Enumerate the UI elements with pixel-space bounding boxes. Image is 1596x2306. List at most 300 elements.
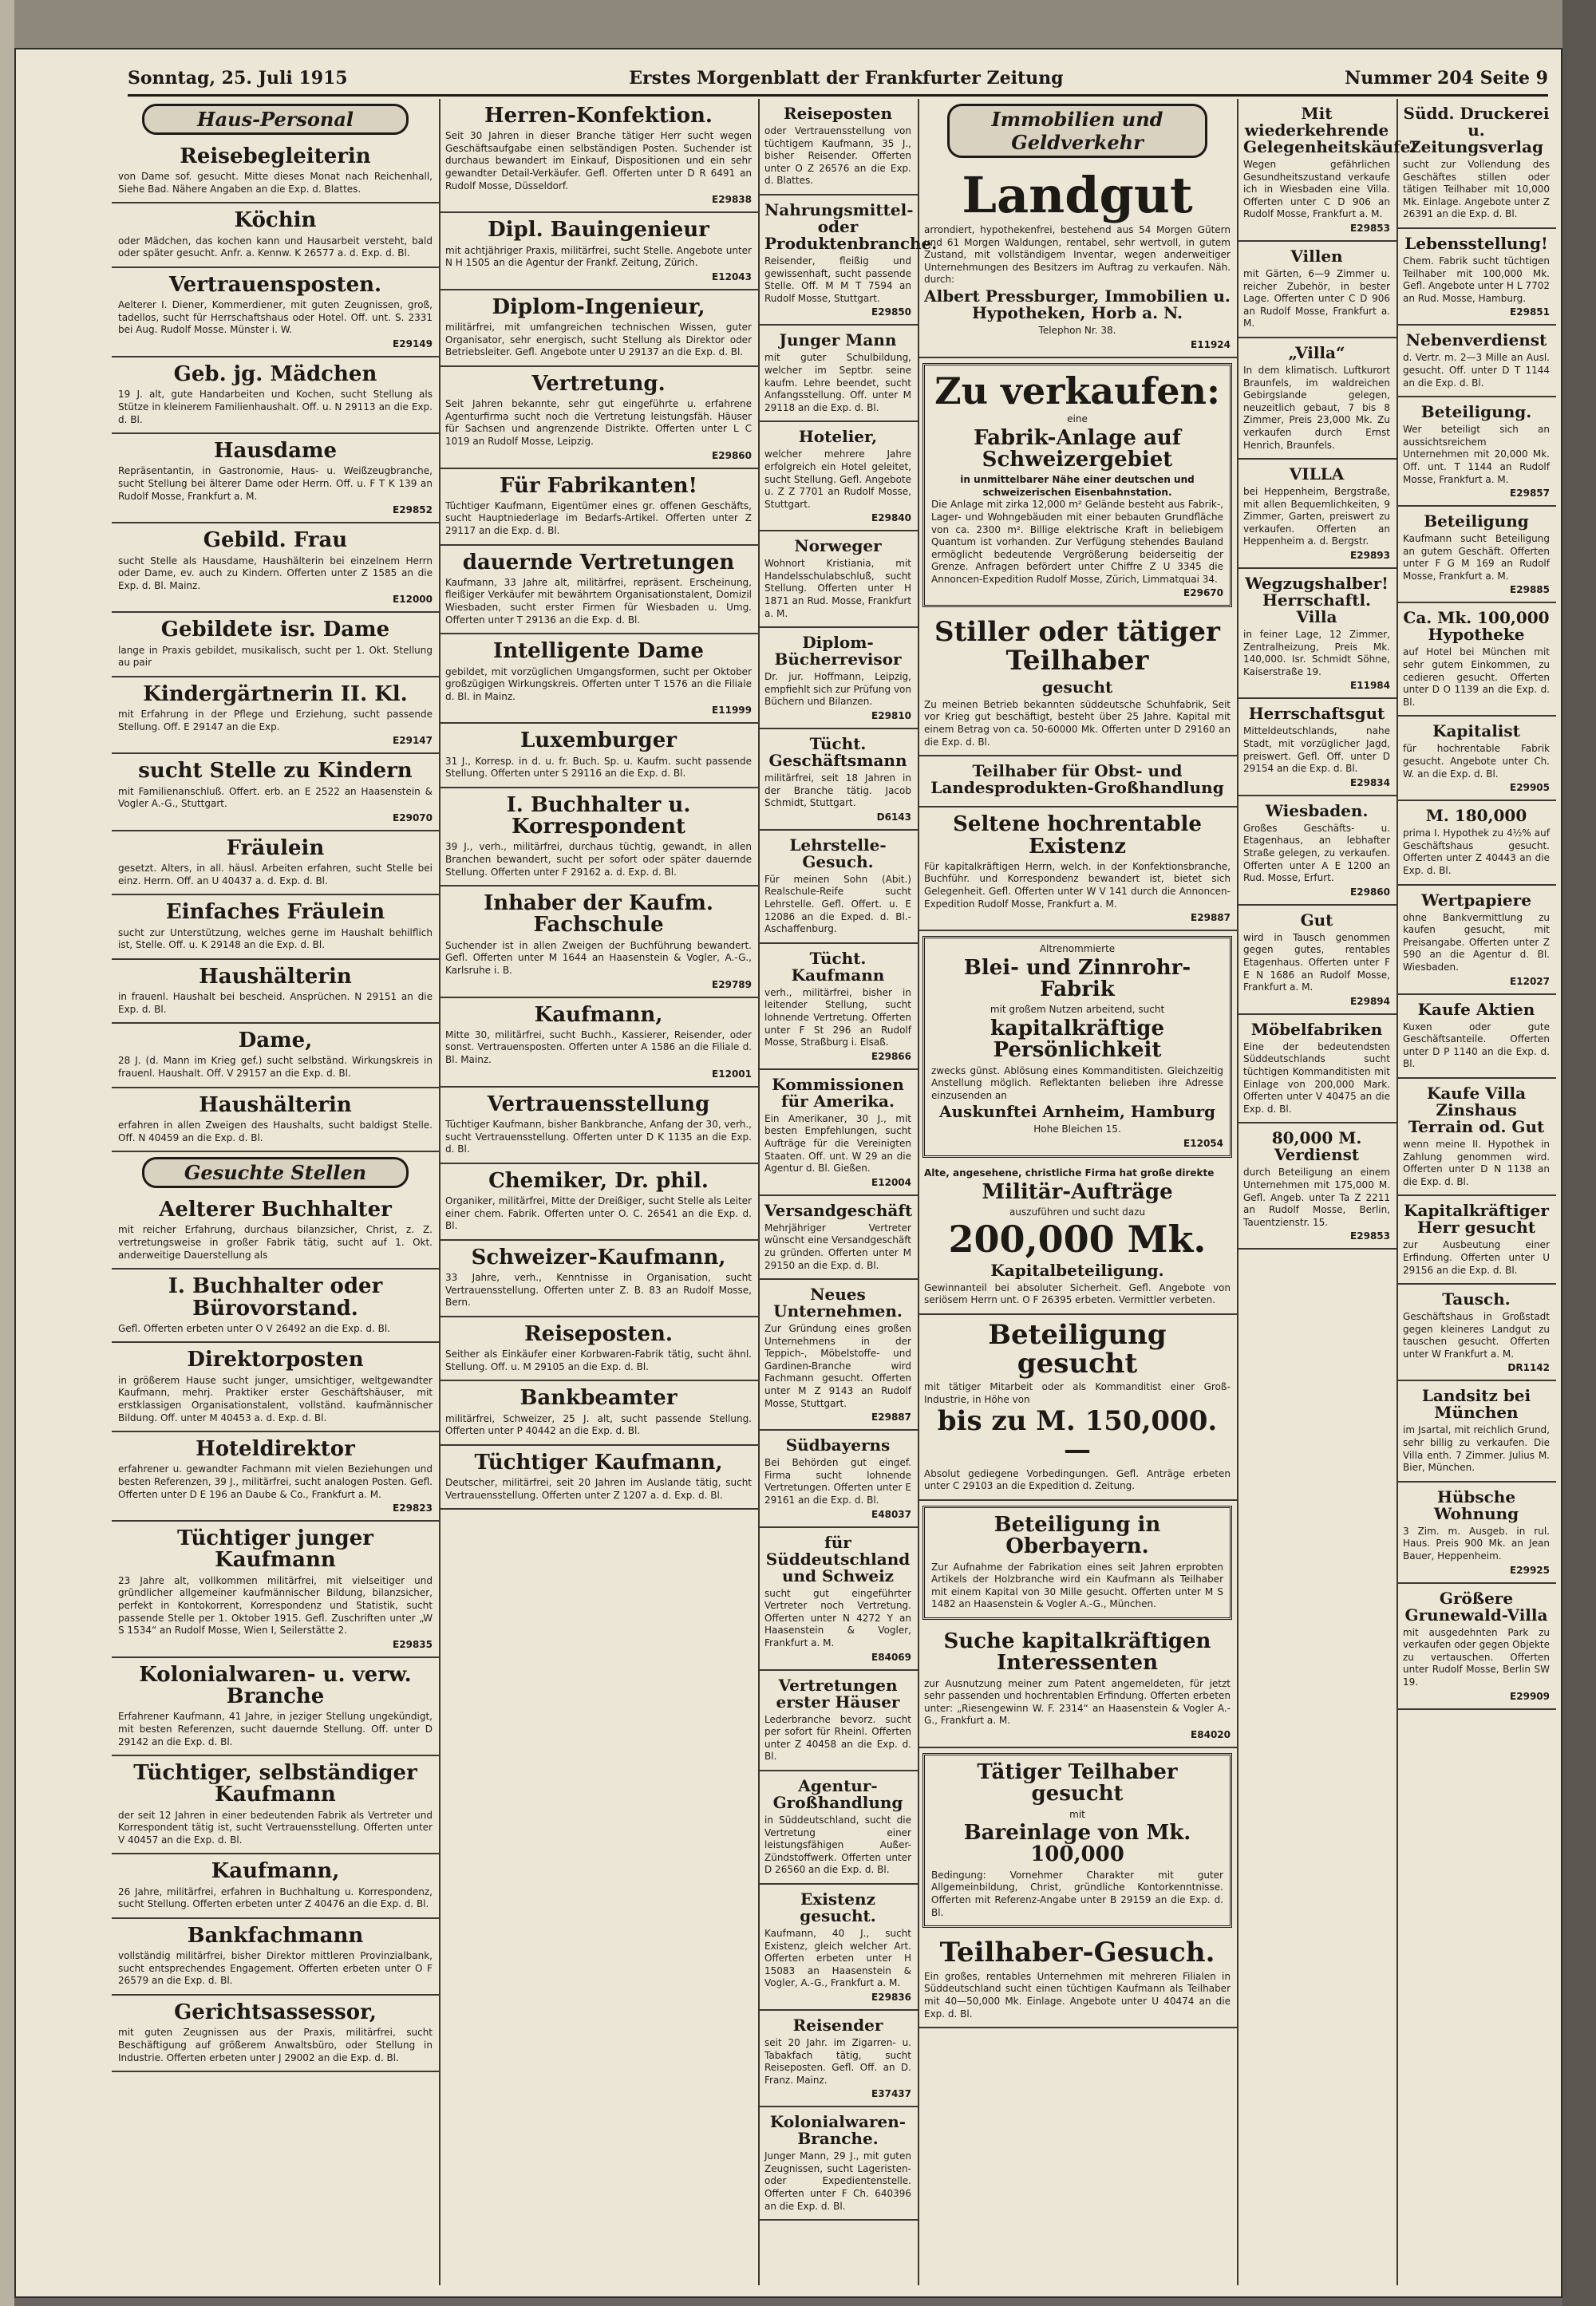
classified-ad bbox=[439, 1164, 758, 1241]
classified-ad bbox=[758, 2107, 918, 2221]
classified-ad bbox=[439, 886, 758, 997]
ad-body: welcher mehrere Jahre erfolgreich ein Hotel geleitet, sucht Stellung. Gefl. Angebote u. Z Z 7701 an Rudolf Mosse, Stuttgart. bbox=[764, 448, 911, 510]
ad-headline: Versandgeschäft bbox=[764, 1200, 913, 1220]
scan-right-edge bbox=[1562, 0, 1596, 2306]
ad-body: Für kapitalkräftigen Herrn, welch. in der Konfektionsbranche, Buchführ. und Korrespondenz bewandert ist, bietet sich Gelegenheit. Gefl. Offerten unter W V 141 durch die Annoncen-Expedition Rudolf Mosse, Frankfurt a. M. bbox=[924, 860, 1231, 910]
ad-body: Suchender ist in allen Zweigen der Buchführung bewandert. Gefl. Offerten unter M 1644 an Haasenstein & Vogler, A.-G., Karlsruhe i. B. bbox=[445, 939, 752, 976]
ad-headline: Geb. jg. Mädchen bbox=[173, 362, 377, 387]
classified-ad bbox=[758, 1771, 918, 1885]
column-5 bbox=[1237, 99, 1418, 2285]
ad-headline: Diplom-Ingenieur, bbox=[492, 294, 705, 319]
ad-ref: E29853 bbox=[1350, 222, 1390, 234]
ad-ref: E29810 bbox=[871, 710, 911, 722]
ad-headline: Möbelfabriken bbox=[1250, 1019, 1383, 1039]
ad-headline: Köchin bbox=[234, 208, 317, 233]
classified-ad bbox=[439, 1241, 758, 1317]
ad-body: durch Beteiligung an einem Unternehmen mit 175,000 M. Gefl. Angeb. unter Ta Z 2211 an Rudolf Mosse, Berlin, Tauentzienstr. 15. bbox=[1243, 1167, 1390, 1228]
ad-headline: Tätiger Teilhaber gesucht bbox=[977, 1759, 1178, 1806]
ad-ref: E29840 bbox=[871, 512, 911, 524]
ad-interessent bbox=[918, 1625, 1237, 1748]
classified-ad bbox=[112, 523, 439, 613]
classified-ad bbox=[758, 1528, 918, 1671]
ad-body: 23 Jahre alt, vollkommen militärfrei, mit vielseitiger und gründlicher allgemeiner kaufmännischer Bildung, bilanzsicher, perfekt in Kontokorrent, Korrespondenz und Statistik, sucht passende Stelle per 1. Oktober 1915. Gefl. Zuschriften unter „W S 1534“ an Rudolf Mosse, Wien I, Seilerstätte 2. bbox=[118, 1574, 433, 1637]
ad-ref: E29925 bbox=[1510, 1564, 1550, 1576]
classified-ad bbox=[439, 1446, 758, 1510]
ad-preline: Altrenommierte bbox=[1039, 943, 1116, 955]
ad-agent: Auskunftei Arnheim, Hamburg bbox=[939, 1102, 1215, 1122]
classified-ad bbox=[439, 367, 758, 469]
ad-phone: Telephon Nr. 38. bbox=[1038, 325, 1116, 337]
ad-ref: E29857 bbox=[1510, 488, 1550, 500]
ad-headline: Agentur-Großhandlung bbox=[772, 1775, 903, 1812]
ad-headline: 80,000 M. Verdienst bbox=[1271, 1128, 1362, 1165]
ad-body: Großes Geschäfts- u. Etagenhaus, an lebhafter Straße gelegen, zu verkaufen. Offerten unter A E 1200 an Rud. Mosse, Erfurt. bbox=[1243, 822, 1390, 884]
column-6 bbox=[1396, 99, 1556, 2285]
ad-ref: E12000 bbox=[393, 594, 433, 606]
ad-headline: Chemiker, Dr. phil. bbox=[488, 1168, 709, 1193]
ad-body: in größerem Hause sucht junger, umsichtiger, weltgewandter Kaufmann, mehrj. Praktiker erster Geschäftshäuser, mit erstklassigen Organisationstalent, vollständ. kaufmännischer Bildung. Off. unter M 40453 a. d. Exp. d. Bl. bbox=[118, 1374, 433, 1423]
ad-headline: Bankfachmann bbox=[187, 1923, 364, 1948]
classified-ad bbox=[112, 1193, 439, 1269]
ad-body: Dr. jur. Hoffmann, Leipzig, empfiehlt sich zur Prüfung von Büchern und Bilanzen. bbox=[764, 671, 911, 708]
ad-body: Seit 30 Jahren in dieser Branche tätiger Herr sucht wegen Geschäftsaufgabe einen selbständigen Posten. Suchender ist durchaus bewandert im Einkauf, Dispositionen und ein sehr gewandter Detail-Verkäufer. Gefl. Offerten unter D R 6491 an Rudolf Mosse, Düsseldorf. bbox=[445, 130, 752, 192]
classified-ad bbox=[758, 1070, 918, 1196]
ad-body: sucht gut eingeführter Vertreter noch Vertretung. Offerten unter N 4272 Y an Haasenstein & Vogler, Frankfurt a. M. bbox=[764, 1587, 911, 1649]
ad-headline: Zu verkaufen: bbox=[934, 369, 1220, 413]
classified-ad bbox=[112, 1432, 439, 1522]
classified-ad bbox=[439, 1317, 758, 1381]
classified-ad bbox=[112, 895, 439, 959]
classified-ad bbox=[1396, 1381, 1556, 1482]
ad-ref: E29834 bbox=[1350, 776, 1390, 788]
ad-headline: I. Buchhalter oder Bürovorstand. bbox=[168, 1274, 383, 1321]
classified-ad bbox=[1396, 1079, 1556, 1196]
ad-fabrik-verkauf bbox=[922, 363, 1232, 608]
ad-headline: Landgut bbox=[962, 166, 1193, 224]
classified-ad bbox=[439, 290, 758, 367]
ad-ref: E12001 bbox=[712, 1068, 752, 1080]
ad-body: militärfrei, Schweizer, 25 J. alt, sucht passende Stellung. Offerten unter P 40442 an die Exp. d. Bl. bbox=[445, 1412, 752, 1437]
classified-ad bbox=[112, 1522, 439, 1658]
ad-teilhaber-gesuch bbox=[918, 1933, 1237, 2028]
classified-ad bbox=[1396, 507, 1556, 603]
ad-address: Hohe Bleichen 15. bbox=[1033, 1123, 1121, 1135]
ad-militaer bbox=[918, 1163, 1237, 1315]
ad-landgut bbox=[918, 163, 1237, 358]
ad-headline: Beteiligung bbox=[1424, 511, 1529, 531]
classified-ad bbox=[1396, 397, 1556, 507]
classified-ad bbox=[112, 268, 439, 357]
ad-existenz bbox=[918, 807, 1237, 931]
classified-ad bbox=[439, 1088, 758, 1164]
section-label-hauspersonal: Haus-Personal bbox=[142, 104, 409, 135]
classified-ad bbox=[112, 1854, 439, 1918]
classified-ad bbox=[112, 357, 439, 434]
ad-ref: E29885 bbox=[1510, 584, 1550, 596]
classified-ad bbox=[758, 1885, 918, 2011]
classified-ad bbox=[112, 1024, 439, 1088]
ad-headline: VILLA bbox=[1289, 464, 1345, 484]
ad-body: Gewinnanteil bei absoluter Sicherheit. Gefl. Angebote von seriösem Herrn unt. O F 26395 erbeten. Vermittler verbeten. bbox=[924, 1281, 1231, 1306]
classified-ad bbox=[112, 140, 439, 203]
ad-body: 33 Jahre, verh., Kenntnisse in Organisation, sucht Vertrauensstellung. Offerten unter Z. B. 83 an Rudolf Mosse, Bern. bbox=[445, 1272, 752, 1309]
ad-body: Seither als Einkäufer einer Korbwaren-Fabrik tätig, sucht ähnl. Stellung. Off. u. M 29105 an die Exp. d. Bl. bbox=[445, 1348, 752, 1372]
classified-ad bbox=[112, 1996, 439, 2072]
ad-headline: Herrschaftsgut bbox=[1248, 704, 1385, 724]
ad-headline: sucht Stelle zu Kindern bbox=[138, 759, 413, 784]
ad-agent: Albert Pressburger, Immobilien u. Hypotheken, Horb a. N. bbox=[924, 286, 1231, 323]
classified-ad bbox=[1396, 1483, 1556, 1584]
ad-subline: in unmittelbarer Nähe einer deutschen und schweizerischen Eisenbahnstation. bbox=[960, 474, 1195, 498]
ad-headline: für Süddeutschland und Schweiz bbox=[765, 1532, 911, 1585]
ad-headline: Vertrauensposten. bbox=[168, 272, 382, 297]
ad-headline: Tausch. bbox=[1442, 1289, 1511, 1309]
classified-ad bbox=[439, 99, 758, 213]
ad-ref: E11984 bbox=[1350, 680, 1390, 692]
ad-body: wenn meine II. Hypothek in Zahlung genommen wird. Offerten unter D N 1138 an die Exp. d. Bl. bbox=[1403, 1138, 1550, 1187]
ad-body: Die Anlage mit zirka 12,000 m² Gelände besteht aus Fabrik-, Lager- und Wohngebäuden mit einer bebauten Grundfläche von ca. 2300 m². Billige elektrische Kraft in beliebigem Quantum ist vorhanden. Zur Verfügung stehendes Bauland ermöglicht bedeutende Vergrößerung beiderseitig der Grenze. Anfragen befördert unter Chiffre Z U 3345 die Annoncen-Expedition Rudolf Mosse, Zürich, Limmatquai 34. bbox=[931, 499, 1223, 585]
ad-teilhaber bbox=[918, 612, 1237, 756]
ad-headline: Schweizer-Kaufmann, bbox=[471, 1245, 726, 1269]
ad-headline: Suche kapitalkräftigen Interessenten bbox=[943, 1629, 1211, 1676]
ad-headline: Neues Unternehmen. bbox=[773, 1285, 903, 1321]
column-3 bbox=[758, 99, 938, 2285]
classified-ad bbox=[439, 469, 758, 546]
ad-ref: E29887 bbox=[871, 1412, 911, 1423]
ad-headline: Größere Grunewald-Villa bbox=[1404, 1588, 1548, 1625]
scan-left-edge bbox=[0, 0, 14, 2306]
ad-headline: Vertretung. bbox=[531, 371, 666, 396]
ad-headline: Kaufe Aktien bbox=[1417, 999, 1535, 1019]
ad-headline: Dame, bbox=[238, 1029, 313, 1053]
classified-ad bbox=[1396, 886, 1556, 995]
ad-headline: Hausdame bbox=[213, 439, 338, 464]
classified-ad bbox=[112, 677, 439, 754]
ad-headline: Gebildete isr. Dame bbox=[160, 618, 390, 642]
classified-ad bbox=[1396, 717, 1556, 801]
ad-body: Ein großes, rentables Unternehmen mit mehreren Filialen in Süddeutschland sucht einen tüchtigen Kaufmann als Teilhaber mit 40—50,000 Mk. Einlage. Angebote unter U 40474 an die Exp. d. Bl. bbox=[924, 1970, 1231, 2020]
ad-body: Erfahrener Kaufmann, 41 Jahre, in jeziger Stellung ungekündigt, mit besten Referenzen, sucht dauernde Stellung. Off. unter D 29142 an die Exp. d. Bl. bbox=[118, 1711, 433, 1747]
classified-ad bbox=[1396, 801, 1556, 885]
classified-ad bbox=[112, 1269, 439, 1343]
classified-ad bbox=[1396, 1584, 1556, 1710]
ad-body: oder Mädchen, das kochen kann und Hausarbeit versteht, bald oder später gesucht. Anfr. a. Kennw. K 26577 a. d. Exp. d. Bl. bbox=[118, 235, 433, 259]
classified-ad bbox=[112, 434, 439, 523]
ad-body: 3 Zim. m. Ausgeb. in rul. Haus. Preis 900 Mk. an Jean Bauer, Heppenheim. bbox=[1403, 1525, 1550, 1562]
ad-ref: E29866 bbox=[871, 1050, 911, 1062]
classified-ad bbox=[1237, 1123, 1396, 1250]
ad-subline: auszuführen und sucht dazu bbox=[1009, 1206, 1146, 1218]
classified-ad bbox=[1237, 569, 1396, 699]
ad-headline: Hotelier, bbox=[798, 427, 878, 447]
ad-body: oder Vertrauensstellung von tüchtigem Kaufmann, 35 J., bisher Reisender. Offerten unter O Z 26576 an die Exp. d. Blattes. bbox=[764, 125, 911, 187]
ad-headline: Reiseposten bbox=[783, 104, 892, 123]
ad-headline: Landsitz bei München bbox=[1421, 1386, 1531, 1423]
ad-headline: Kapitalist bbox=[1432, 721, 1520, 741]
ad-body: Zur Gründung eines großen Unternehmens in der Teppich-, Möbelstoffe- und Gardinen-Branche wird Fachmann gesucht. Offerten unter M Z 9143 an Rudolf Mosse, Stuttgart. bbox=[764, 1323, 911, 1409]
ad-ref: E12043 bbox=[712, 270, 752, 282]
ad-headline: Wertpapiere bbox=[1421, 890, 1531, 910]
ad-body: mit Familienanschluß. Offert. erb. an E 2522 an Haasenstein & Vogler A.-G., Stuttgart. bbox=[118, 785, 433, 810]
classified-ad bbox=[439, 634, 758, 724]
ad-ref: E29894 bbox=[1350, 995, 1390, 1007]
classified-ad bbox=[112, 1919, 439, 1996]
ad-oberbayern bbox=[922, 1506, 1232, 1620]
ad-headline: Norweger bbox=[794, 536, 882, 556]
header-page-number: Nummer 204 Seite 9 bbox=[1345, 68, 1548, 89]
ad-ref: E29860 bbox=[1350, 886, 1390, 898]
ad-body: militärfrei, mit umfangreichen technischen Wissen, guter Organisator, sehr energisch, sucht Stellung als Direktor oder Betriebsleiter. Gefl. Angebote unter U 29137 an die Exp. d. Bl. bbox=[445, 322, 752, 358]
ad-ref: E12054 bbox=[1183, 1137, 1223, 1149]
ad-headline: Fräulein bbox=[226, 835, 325, 860]
section-label-immobilien: Immobilien und Geldverkehr bbox=[947, 104, 1207, 158]
ad-amount: 200,000 Mk. bbox=[948, 1218, 1207, 1262]
ad-body: der seit 12 Jahren in einer bedeutenden Fabrik als Vertreter und Korrespondent tätig ist, sucht Vertrauensstellung. Offerten unter V 40457 an die Exp. d. Bl. bbox=[118, 1809, 433, 1846]
classified-ad bbox=[758, 729, 918, 831]
ad-body: Bei Behörden gut eingef. Firma sucht lohnende Vertretungen. Offerten unter E 29161 an die Exp. d. Bl. bbox=[764, 1457, 911, 1506]
ad-headline: Teilhaber für Obst- und Landesprodukten-Großhandlung bbox=[930, 761, 1224, 798]
ad-body: arrondiert, hypothekenfrei, bestehend aus 54 Morgen Gütern und 61 Morgen Waldungen, rentabel, sehr wertvoll, in gutem Zustand, mit vollständigem Inventar, wegen anderweitiger Unternehmungen des Besitzers im Auftrag zu verkaufen. Näh. durch: bbox=[924, 224, 1231, 286]
ad-body: Reisender, fleißig und gewissenhaft, sucht passende Stelle. Off. M M T 7594 an Rudolf Mosse, Stuttgart. bbox=[764, 255, 911, 304]
ad-subheadline: Fabrik-Anlage auf Schweizergebiet bbox=[974, 425, 1181, 472]
ad-body: 19 J. alt, gute Handarbeiten und Kochen, sucht Stellung als Stütze in kleinerem Familienhaushalt. Off. u. N 29113 an die Exp. d. Bl. bbox=[118, 389, 433, 425]
ad-headline: Tüchtiger, selbständiger Kaufmann bbox=[133, 1761, 417, 1807]
ad-headline: Tücht. Kaufmann bbox=[791, 948, 885, 985]
ad-body: Repräsentantin, in Gastronomie, Haus- u. Weißzeugbranche, sucht Stellung bei älterer Dame oder Herrn. Off. u. F T K 139 an Rudolf Mosse, Frankfurt a. M. bbox=[118, 465, 433, 502]
ad-headline: Villen bbox=[1290, 246, 1343, 266]
ad-body: in frauenl. Haushalt bei bescheid. Ansprüchen. N 29151 an die Exp. d. Bl. bbox=[118, 991, 433, 1015]
ad-ref: E29853 bbox=[1350, 1230, 1390, 1242]
ad-headline: Haushälterin bbox=[199, 1092, 352, 1117]
ad-body: bei Heppenheim, Bergstraße, mit allen Bequemlichkeiten, 9 Zimmer, Garten, preiswert zu verkaufen. Offerten an Heppenheim a. d. Bergstr. bbox=[1243, 486, 1390, 547]
ad-headline: Hoteldirektor bbox=[196, 1437, 355, 1462]
classified-ad bbox=[1237, 1015, 1396, 1124]
ad-body: 39 J., verh., militärfrei, durchaus tüchtig, gewandt, in allen Branchen bewandert, sucht per sofort oder später dauernde Stellung. Offerten unter F 29162 a. d. Exp. d. Bl. bbox=[445, 841, 752, 878]
ad-headline: Beteiligung gesucht bbox=[988, 1318, 1167, 1380]
ad-body: mit guter Schulbildung, welcher im Septbr. seine kaufm. Lehre beendet, sucht Anfangsstellung. Off. unter M 29118 an die Exp. d. Bl. bbox=[764, 352, 911, 413]
ad-body: Mitteldeutschlands, nahe Stadt, mit vorzüglicher Jagd, preiswert. Gefl. Off. unter D 29154 an die Exp. d. Bl. bbox=[1243, 725, 1390, 775]
ad-headline: Reisender bbox=[792, 2015, 883, 2035]
ad-ref: E29823 bbox=[393, 1502, 433, 1514]
classified-ad bbox=[112, 203, 439, 267]
ad-ref: E29070 bbox=[393, 811, 433, 823]
ad-body: Für meinen Sohn (Abit.) Realschule-Reife sucht Lehrstelle. Gefl. Offert. u. E 12086 an die Exped. d. Bl.-Aschaffenburg. bbox=[764, 873, 911, 935]
ad-body-2: Absolut gediegene Vorbedingungen. Gefl. Anträge erbeten unter C 29103 an die Expedition d. Zeitung. bbox=[924, 1467, 1231, 1492]
ad-headline: Aelterer Buchhalter bbox=[159, 1198, 392, 1222]
ad-headline: Nebenverdienst bbox=[1405, 330, 1547, 350]
ad-body: verh., militärfrei, bisher in leitender Stellung, sucht lohnende Vertretung. Offerten unter F St 296 an Rudolf Mosse, Straßburg i. Elsaß. bbox=[764, 986, 911, 1048]
classified-ad bbox=[112, 960, 439, 1024]
ad-body: mit Gärten, 6—9 Zimmer u. reicher Zubehör, in bester Lage. Offerten unter C D 906 an Rudolf Mosse, Frankfurt a. M. bbox=[1243, 267, 1390, 330]
ad-headline: Diplom-Bücherrevisor bbox=[774, 633, 902, 669]
classified-ad bbox=[758, 326, 918, 422]
classified-ad bbox=[758, 531, 918, 628]
classified-ad bbox=[758, 422, 918, 531]
ad-ref: E29850 bbox=[871, 306, 911, 318]
ad-body: Mitte 30, militärfrei, sucht Buchh., Kassierer, Reisender, oder sonst. Vertrauensposten. Offerten unter A 1586 an die Filiale d. Bl. Mainz. bbox=[445, 1029, 752, 1066]
ad-ref: E84069 bbox=[871, 1651, 911, 1663]
ad-ref: E48037 bbox=[871, 1508, 911, 1520]
ad-body: gesetzt. Alters, in all. häusl. Arbeiten erfahren, sucht Stelle bei einz. Herrn. Off. an U 40437 a. d. Exp. d. Bl. bbox=[118, 863, 433, 886]
ad-headline: Haushälterin bbox=[199, 964, 352, 989]
ad-body: auf Hotel bei München mit sehr gutem Einkommen, zu cedieren gesucht. Offerten unter D O 1139 an die Exp. d. Bl. bbox=[1403, 646, 1550, 708]
ad-body: mit achtjähriger Praxis, militärfrei, sucht Stelle. Angebote unter N H 1505 an die Agentur der Frankf. Zeitung, Zürich. bbox=[445, 244, 752, 269]
ad-body: Seit Jahren bekannte, sehr gut eingeführte u. erfahrene Agenturfirma sucht noch die Vertretung leistungsfäh. Häuser für Sachsen und angrenzende Distrikte. Offerten unter L C 1019 an Rudolf Mosse, Leipzig. bbox=[445, 398, 752, 447]
ad-headline: Hübsche Wohnung bbox=[1433, 1487, 1519, 1523]
ad-headline: Kaufmann, bbox=[534, 1002, 663, 1027]
ad-headline: Vertrauensstellung bbox=[487, 1092, 710, 1116]
ad-ref: E12004 bbox=[871, 1176, 911, 1188]
ad-body: vollständig militärfrei, bisher Direktor mittleren Provinzialbank, sucht entsprechendes Engagement. Offerten erbeten unter O F 26579 an die Exp. d. Bl. bbox=[118, 1950, 433, 1987]
ad-headline: Reiseposten. bbox=[524, 1321, 673, 1346]
classified-ad bbox=[112, 613, 439, 677]
ad-headline: Teilhaber-Gesuch. bbox=[939, 1937, 1215, 1969]
ad-headline: Wegzugshalber! Herrschaftl. Villa bbox=[1245, 574, 1389, 627]
ad-subheadline: kapitalkräftige Persönlichkeit bbox=[990, 1016, 1164, 1063]
ad-body: Mehrjähriger Vertreter wünscht eine Versandgeschäft zu gründen. Offerten unter M 29150 an die Exp. d. Bl. bbox=[764, 1222, 911, 1271]
ad-headline: Nahrungsmittel- oder Produktenbranche. bbox=[764, 199, 938, 253]
ad-headline: Blei- und Zinnrohr-Fabrik bbox=[963, 955, 1191, 1002]
ad-headline: „Villa“ bbox=[1288, 342, 1345, 362]
ad-body: ohne Bankvermittlung zu kaufen gesucht, mit Preisangabe. Offerten unter Z 590 an die Agentur d. Bl. Wiesbaden. bbox=[1403, 911, 1550, 973]
ad-headline: Existenz gesucht. bbox=[800, 1889, 876, 1925]
ad-headline: Luxemburger bbox=[520, 729, 677, 753]
ad-headline: Stiller oder tätiger Teilhaber bbox=[934, 616, 1220, 677]
ad-body: Eine der bedeutendsten Süddeutschlands sucht tüchtigen Kommanditisten mit Einlage von 200,000 Mark. Offerten unter V 40475 an die Exp. d. Bl. bbox=[1243, 1040, 1390, 1115]
classified-ad bbox=[439, 213, 758, 290]
ad-subheadline: Bareinlage von Mk. 100,000 bbox=[963, 1821, 1191, 1867]
classified-ad bbox=[1396, 229, 1556, 326]
ad-headline: Lebensstellung! bbox=[1404, 233, 1548, 253]
classified-ad bbox=[112, 1088, 439, 1152]
ad-headline: Kindergärtnerin II. Kl. bbox=[143, 681, 408, 706]
classified-ad bbox=[1396, 99, 1556, 229]
ad-body: d. Vertr. m. 2—3 Mille an Ausl. gesucht. Off. unter D T 1144 an die Exp. d. Bl. bbox=[1403, 352, 1550, 389]
ad-body: Chem. Fabrik sucht tüchtigen Teilhaber mit 100,000 Mk. Gefl. Angebote unter H L 7702 an Rud. Mosse, Hamburg. bbox=[1403, 255, 1550, 304]
classified-ad bbox=[1237, 906, 1396, 1015]
classified-ad bbox=[1237, 242, 1396, 338]
ad-ref: E11999 bbox=[712, 705, 752, 717]
ad-subheadline: gesucht bbox=[1041, 677, 1113, 697]
ad-body: sucht Stelle als Hausdame, Haushälterin bei einzelnem Herrn oder Dame, ev. auch zu Kindern. Offerten unter Z 1585 an die Exp. d. Bl. Mainz. bbox=[118, 555, 433, 591]
ad-body: 26 Jahre, militärfrei, erfahren in Buchhaltung u. Korrespondenz, sucht Stellung. Offerten erbeten unter Z 40476 an die Exp. d. Bl. bbox=[118, 1885, 433, 1910]
classified-ad bbox=[439, 546, 758, 635]
column-2 bbox=[439, 99, 760, 2285]
ad-headline: Direktorposten bbox=[187, 1348, 364, 1372]
ad-headline: Tücht. Geschäftsmann bbox=[768, 734, 907, 771]
ad-headline: Reisebegleiterin bbox=[180, 144, 371, 168]
ad-headline: Lehrstelle-Gesuch. bbox=[789, 835, 887, 871]
ad-body: mit reicher Erfahrung, durchaus bilanzsicher, Christ, z. Z. vertretungsweise in großer Fabrik tätig, sucht auf 1. Okt. anderweitige Dauerstellung als bbox=[118, 1224, 433, 1261]
ad-headline: Ca. Mk. 100,000 Hypotheke bbox=[1403, 608, 1550, 645]
ad-body: Kuxen oder gute Geschäftsanteile. Offerten unter D P 1140 an die Exp. d. Bl. bbox=[1403, 1021, 1550, 1070]
classified-ad bbox=[1396, 1196, 1556, 1285]
ad-headline: Inhaber der Kaufm. Fachschule bbox=[484, 891, 713, 938]
ad-headline: Gebild. Frau bbox=[203, 528, 348, 553]
ad-ref: E29835 bbox=[393, 1638, 433, 1650]
ad-subline: mit großem Nutzen arbeitend, sucht bbox=[990, 1004, 1165, 1016]
classified-ad bbox=[758, 195, 938, 326]
classified-ad bbox=[439, 998, 758, 1088]
header-date: Sonntag, 25. Juli 1915 bbox=[128, 68, 348, 89]
ad-ref: E29905 bbox=[1510, 782, 1550, 794]
ad-body: für hochrentable Fabrik gesucht. Angebote unter Ch. W. an die Exp. d. Bl. bbox=[1403, 743, 1550, 780]
classified-ad bbox=[112, 831, 439, 895]
ad-body: militärfrei, seit 18 Jahren in der Branche tätig. Jacob Schmidt, Stuttgart. bbox=[764, 772, 911, 809]
ad-body: zur Ausnutzung meiner zum Patent angemeldeten, für jetzt sehr passenden und hochrentablen Erfindung. Offerten erbeten unter: „Riesengewinn W. F. 2314“ an Haasenstein & Vogler A.-G., Frankfurt a. M. bbox=[924, 1677, 1231, 1727]
ad-body: sucht zur Vollendung des Geschäftes stillen oder tätigen Teilhaber mit 10,000 Mk. Einlage. Angebote unter Z 26391 an die Exp. d. Bl. bbox=[1403, 159, 1550, 220]
ad-body: 31 J., Korresp. in d. u. fr. Buch. Sp. u. Kaufm. sucht passende Stellung. Offerten unter S 29116 an die Exp. d. Bl. bbox=[445, 755, 752, 780]
ad-body: Gefl. Offerten erbeten unter O V 26492 an die Exp. d. Bl. bbox=[118, 1322, 391, 1334]
ad-headline: Kaufmann, bbox=[211, 1859, 340, 1884]
ad-headline: M. 180,000 bbox=[1425, 806, 1527, 826]
ad-headline: Südd. Druckerei u. Zeitungsverlag bbox=[1403, 104, 1550, 156]
ad-ref: E29851 bbox=[1510, 306, 1550, 318]
ad-headline: Kaufe Villa Zinshaus Terrain od. Gut bbox=[1408, 1083, 1545, 1136]
ad-body: wird in Tausch genommen gegen gutes, rentables Etagenhaus. Offerten unter F E N 1686 an Rudolf Mosse, Frankfurt a. M. bbox=[1243, 931, 1390, 993]
classified-ad bbox=[1396, 326, 1556, 397]
ad-headline: dauernde Vertretungen bbox=[462, 550, 735, 575]
ad-body: mit tätiger Mitarbeit oder als Kommanditist einer Groß-Industrie, in Höhe von bbox=[924, 1381, 1231, 1405]
column-1 bbox=[112, 99, 440, 2285]
ad-ref: E29893 bbox=[1350, 550, 1390, 562]
ad-headline: Bankbeamter bbox=[519, 1386, 678, 1411]
ad-ref: E84020 bbox=[1191, 1728, 1231, 1740]
ad-body: Aelterer I. Diener, Kommerdiener, mit guten Zeugnissen, groß, tadellos, sucht für Herrschaftshaus oder Hotel. Off. unt. S. 2331 bei Aug. Rudolf Mosse. Münster i. W. bbox=[118, 299, 433, 336]
ad-body: erfahren in allen Zweigen des Haushalts, sucht baldigst Stelle. Off. N 40459 an die Exp. d. Bl. bbox=[118, 1119, 433, 1143]
ad-headline: Tüchtiger junger Kaufmann bbox=[177, 1526, 373, 1573]
ad-headline: Kolonialwaren- u. verw. Branche bbox=[139, 1662, 412, 1709]
ad-body: Kaufmann, 33 Jahre alt, militärfrei, repräsent. Erscheinung, fleißiger Verkäufer mit bewährtem Organisationstalent, Domizil Wiesbaden, sucht erster Firmen für Wiesbaden u. Umg. Offerten unter T 29136 an die Exp. d. Bl. bbox=[445, 576, 752, 626]
classified-ad bbox=[1237, 796, 1396, 906]
header-paper-title: Erstes Morgenblatt der Frankfurter Zeitung bbox=[629, 68, 1064, 89]
ad-headline: Wiesbaden. bbox=[1265, 800, 1369, 820]
classified-ad bbox=[1396, 1285, 1556, 1381]
ad-ref: E29670 bbox=[1183, 587, 1223, 599]
classified-ad bbox=[758, 99, 918, 195]
classified-ad bbox=[439, 788, 758, 886]
ad-body: in feiner Lage, 12 Zimmer, Zentralheizung, Preis Mk. 140,000. Isr. Schmidt Söhne, Kaiserstraße 19. bbox=[1243, 629, 1390, 677]
ad-ref: E29836 bbox=[871, 1991, 911, 2003]
ad-body: In dem klimatisch. Luftkurort Braunfels, im waldreichen Gebirgslande gelegen, neuzeitlich gebaut, 7 bis 8 Zimmer, Preis 23,000 Mk. Zu verkaufen durch Ernst Henrich, Braunfels. bbox=[1243, 364, 1390, 451]
classified-ad bbox=[758, 1671, 918, 1771]
ad-body: Bedingung: Vornehmer Charakter mit guter Allgemeinbildung, Christ, gründliche Kontorkenntnisse. Offerten mit Referenz-Angabe unter B 29159 an die Exp. d. Bl. bbox=[931, 1869, 1223, 1918]
ad-obst bbox=[918, 756, 1237, 807]
ad-body: von Dame sof. gesucht. Mitte dieses Monat nach Reichenhall, Siehe Bad. Nähere Angaben an die Exp. d. Blattes. bbox=[118, 171, 433, 195]
ad-preline: Alte, angesehene, christliche Firma hat große direkte bbox=[924, 1167, 1215, 1179]
ad-headline: I. Buchhalter u. Korrespondent bbox=[506, 792, 691, 839]
classified-ad bbox=[1237, 99, 1418, 242]
classified-ad bbox=[1237, 699, 1396, 796]
ad-ref: E29887 bbox=[1191, 912, 1231, 924]
ad-headline: Tüchtiger Kaufmann, bbox=[474, 1450, 723, 1475]
ad-body: Organiker, militärfrei, Mitte der Dreißiger, sucht Stelle als Leiter einer chem. Fabrik. Offerten unter O. C. 26541 an die Exp. d. Bl. bbox=[445, 1195, 752, 1232]
classified-ad bbox=[439, 1381, 758, 1445]
ad-body: mit ausgedehnten Park zu verkaufen oder gegen Objekte zu vertauschen. Offerten unter Rudolf Mosse, Berlin SW 19. bbox=[1403, 1626, 1550, 1688]
ad-body: 28 J. (d. Mann im Krieg gef.) sucht selbständ. Wirkungskreis in frauenl. Haushalt. Off. V 29157 an die Exp. d. Bl. bbox=[118, 1055, 433, 1080]
ad-headline: Seltene hochrentable Existenz bbox=[953, 812, 1202, 859]
classified-ad bbox=[1237, 338, 1396, 460]
classified-ad bbox=[112, 1658, 439, 1756]
ad-body: Junger Mann, 29 J., mit guten Zeugnissen, sucht Lageristen- oder Expedientenstelle. Offerten unter F Ch. 640396 an die Exp. d. Bl. bbox=[764, 2150, 911, 2212]
ad-body: mit guten Zeugnissen aus der Praxis, militärfrei, sucht Beschäftigung auf größerem Anwaltsbüro, oder Stellung in Industrie. Offerten erbeten unter J 29002 an die Exp. d. Bl. bbox=[118, 2027, 433, 2063]
ad-body: im Jsartal, mit reichlich Grund, sehr billig zu verkaufen. Die Villa enth. 7 Zimmer. Julius M. Bier, München. bbox=[1403, 1424, 1550, 1474]
classified-ad bbox=[112, 1343, 439, 1432]
classified-ad bbox=[1396, 995, 1556, 1079]
ad-headline: Kolonialwaren-Branche. bbox=[769, 2112, 907, 2149]
ad-headline: Beteiligung in Oberbayern. bbox=[994, 1513, 1161, 1559]
classified-ad bbox=[1237, 460, 1396, 569]
